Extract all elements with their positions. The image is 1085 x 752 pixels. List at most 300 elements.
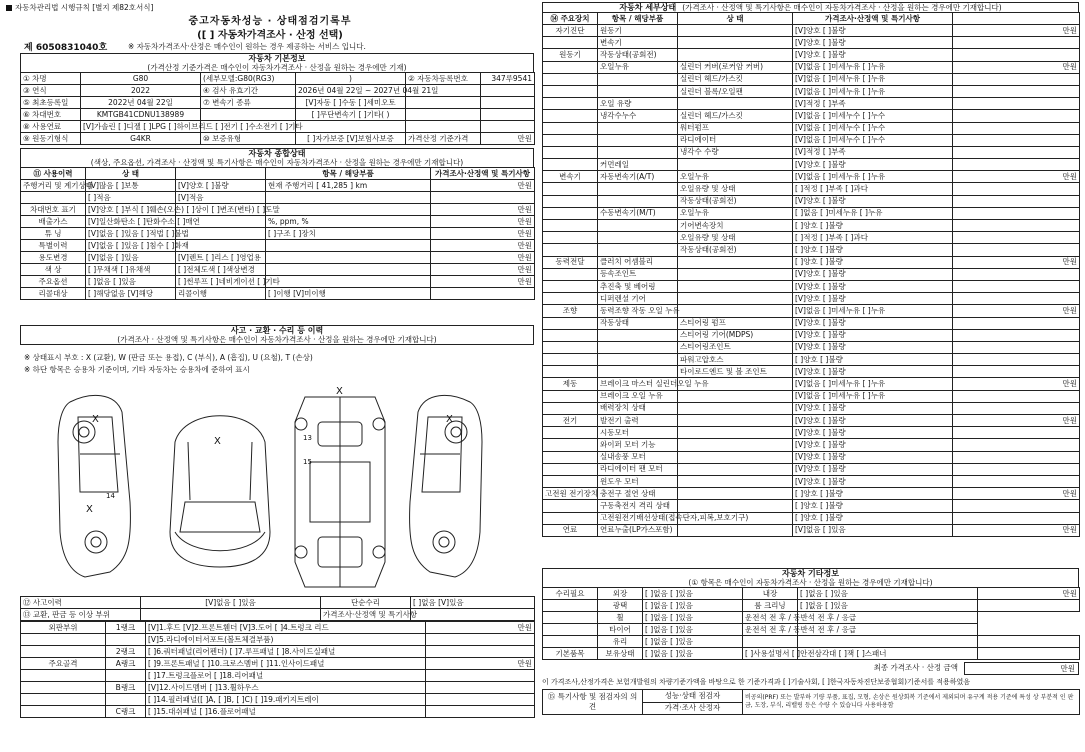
special-notes-label: ⑮ 특기사항 및 점검자의 의견	[543, 690, 643, 715]
detail-status-row-cell	[678, 451, 793, 463]
replaced-part-row-cell	[426, 634, 535, 646]
other-info-row-cell: [ ]없음 [ ]있음	[643, 648, 743, 660]
basic-info-row-cell: [V]가솔린 [ ]디젤 [ ]LPG [ ]하이브리드 [ ]전기 [ ]수소전기 [ ]기타	[81, 121, 201, 133]
detail-status-row-cell: 클러치 어셈블리	[598, 256, 678, 268]
part-number-13: 13	[303, 434, 312, 442]
detail-status-row-cell	[953, 207, 1080, 219]
accident-summary-table	[20, 596, 535, 621]
detail-status-row-cell	[543, 244, 598, 256]
detail-status-row-cell	[678, 268, 793, 280]
detail-status-row-cell: 오일 유량	[598, 98, 678, 110]
general-status-row-cell: [V]양호 [ ]부식 [ ]훼손(오손) [ ]상이 [ ]변조(변타) [ ]도말	[86, 204, 176, 216]
other-info-row-cell: 만원	[978, 588, 1080, 600]
detail-status-row-cell: [V]양호 [ ]불량	[793, 268, 953, 280]
detail-status-row	[543, 183, 1080, 195]
detail-status-row	[543, 439, 1080, 451]
detail-status-row-cell: 기어변속장치	[678, 220, 793, 232]
detail-status-row-cell	[543, 220, 598, 232]
detail-status-row-cell: [V]없음 [ ]미세누유 [ ]누유	[793, 390, 953, 402]
replaced-part-row-cell	[21, 694, 106, 706]
other-info-row-cell: 기본품목	[543, 648, 598, 660]
detail-status-row-cell	[678, 49, 793, 61]
basic-info-title: 자동차 기본정보	[248, 54, 306, 63]
detail-status-row-cell	[543, 293, 598, 305]
accident-summary-row	[21, 597, 535, 609]
detail-status-row	[543, 73, 1080, 85]
detail-status-row-cell: 수동변속기(M/T)	[598, 207, 678, 219]
detail-status-row-cell: 냉각수누수	[598, 110, 678, 122]
detail-status-row-cell	[678, 37, 793, 49]
detail-status-row-cell: 만원	[953, 256, 1080, 268]
general-status-row	[21, 264, 535, 276]
basic-info-row-cell: ⑧ 사용연료	[21, 121, 81, 133]
detail-status-row-cell	[543, 183, 598, 195]
detail-status-row	[543, 280, 1080, 292]
general-status-row-cell: [V]일산화탄소 [ ]탄화수소 [ ]매연	[86, 216, 176, 228]
other-info-note: (① 항목은 매수인이 자동차가격조사 · 산정을 원하는 경우에만 기재합니다)	[688, 578, 933, 587]
other-info-row	[543, 600, 1080, 612]
other-info-row-cell: 내장	[743, 588, 798, 600]
general-status-header-cell: 상 태	[86, 168, 176, 180]
replaced-part-row-cell	[106, 694, 146, 706]
detail-status-row-cell: 고전원 전기장치	[543, 488, 598, 500]
detail-status-row-cell: 커먼레일	[598, 159, 678, 171]
detail-status-row-cell: 실내송풍 모터	[598, 451, 678, 463]
detail-status-row	[543, 463, 1080, 475]
detail-status-row-cell: 라디에이터	[678, 134, 793, 146]
detail-status-row-cell	[953, 195, 1080, 207]
special-notes-text: 비공의(PRF) 또는 발부하 기량 부품, 표집, 모형, 손상은 원상회복 기준에서 제외되며 유구계 적용 기준에 특성 상 부분적 인 판금, 도장, 부식, 리밸링 등은 수량 수 있습니다 사용하용함	[743, 690, 1080, 715]
detail-status-row-cell	[678, 305, 793, 317]
general-status-row-cell: 배출가스	[21, 216, 86, 228]
detail-status-row-cell	[953, 146, 1080, 158]
detail-status-row-cell	[678, 500, 793, 512]
basic-info-row-cell: ⑥ 차대번호	[21, 109, 81, 121]
detail-status-row-cell: 고전원전기배선상태(접속단자,피복,보호기구)	[598, 512, 678, 524]
general-status-row-cell: [ ]없음 [ ]있음	[86, 276, 176, 288]
detail-status-row-cell: [V]없음 [ ]있음	[793, 524, 953, 536]
basic-info-row-cell: 만원	[481, 133, 535, 145]
detail-status-row-cell	[678, 25, 793, 37]
basic-info-row-cell: 2022년 04월 22일	[81, 97, 201, 109]
detail-status-row-cell: 라디에이터 팬 모터	[598, 463, 678, 475]
detail-status-row-cell	[598, 134, 678, 146]
detail-status-row-cell: 실린더 커버(로커암 커버)	[678, 61, 793, 73]
accident-summary-row-cell	[141, 609, 321, 621]
general-status-row	[21, 252, 535, 264]
detail-status-row	[543, 451, 1080, 463]
replaced-part-row-cell: 만원	[426, 658, 535, 670]
replaced-part-row-cell: 외판부위	[21, 622, 106, 634]
detail-status-row-cell: 충전구 절연 상태	[598, 488, 678, 500]
general-status-row-cell: [ ]구조 [ ]장치	[266, 228, 431, 240]
detail-status-row-cell: [V]양호 [ ]불량	[793, 195, 953, 207]
detail-status-row-cell: [V]양호 [ ]불량	[793, 475, 953, 487]
detail-status-note: (가격조사 · 산정액 및 특기사항은 매수인이 자동차가격조사 · 산정을 원하는 경우에만 기재합니다)	[682, 3, 1002, 12]
detail-status-row-cell: 원동기	[598, 25, 678, 37]
final-price-label: 최종 가격조사 · 산정 금액	[873, 663, 958, 672]
detail-status-table	[542, 12, 1080, 537]
replaced-part-row-cell: [ ]14.필러패널([ ]A, [ ]B, [ ]C) [ ]19.패키지트레이	[146, 694, 426, 706]
detail-status-header-cell: 항목 / 해당부품	[598, 13, 678, 25]
accident-summary-row-cell: ⑬ 교환, 판금 등 이상 부위	[21, 609, 141, 621]
detail-status-row-cell	[953, 439, 1080, 451]
general-status-row	[21, 204, 535, 216]
detail-status-row-cell	[598, 122, 678, 134]
general-status-table	[20, 167, 535, 300]
detail-status-row-cell: 실린더 헤드/가스킷	[678, 73, 793, 85]
detail-status-row-cell	[598, 329, 678, 341]
damage-mark-left-rear: X	[86, 504, 93, 515]
detail-status-row	[543, 98, 1080, 110]
detail-status-row-cell: [ ]양호 [ ]불량	[793, 354, 953, 366]
accident-table-section	[20, 596, 534, 718]
vehicle-damage-diagram	[0, 382, 540, 594]
detail-status-row	[543, 341, 1080, 353]
final-price-row	[542, 662, 1079, 675]
detail-status-row-cell	[543, 85, 598, 97]
detail-status-row-cell: [ ]양호 [ ]불량	[793, 488, 953, 500]
detail-status-row-cell	[678, 488, 793, 500]
detail-status-row-cell: 작동상태(공회전)	[598, 49, 678, 61]
detail-status-row	[543, 317, 1080, 329]
replaced-part-row	[21, 658, 535, 670]
detail-status-row	[543, 512, 1080, 524]
detail-status-row-cell	[543, 463, 598, 475]
basic-info-row-cell: G4KR	[81, 133, 201, 145]
general-status-row-cell: 용도변경	[21, 252, 86, 264]
general-status-row-cell: 주요옵션	[21, 276, 86, 288]
detail-status-row-cell: 실린더 헤드/가스킷	[678, 110, 793, 122]
general-status-row	[21, 240, 535, 252]
detail-status-row-cell	[678, 256, 793, 268]
detail-status-row-cell: 조향	[543, 305, 598, 317]
detail-status-row-cell: [V]없음 [ ]미세누유 [ ]누유	[793, 378, 953, 390]
other-info-row-cell: 유리	[598, 636, 643, 648]
detail-status-row-cell	[598, 183, 678, 195]
other-info-row-cell: 수리필요	[543, 588, 598, 600]
replaced-part-row	[21, 622, 535, 634]
detail-status-row-cell	[953, 122, 1080, 134]
detail-status-row-cell	[598, 244, 678, 256]
detail-status-header-cell: ⑭ 주요장치	[543, 13, 598, 25]
detail-status-row-cell: 제동	[543, 378, 598, 390]
detail-status-row-cell: 만원	[953, 415, 1080, 427]
detail-status-row-cell: [V]없음 [ ]미세누유 [ ]누유	[793, 305, 953, 317]
detail-status-row-cell: 파워고압호스	[678, 354, 793, 366]
basic-info-row-cell: ④ 검사 유효기간	[201, 85, 296, 97]
other-info-row-cell: 운전석 전 후 / 동반석 전 후 / 응급	[743, 624, 798, 636]
replaced-part-row-cell: 만원	[426, 622, 535, 634]
detail-status-row-cell: [V]적정 [ ]부족	[793, 146, 953, 158]
replaced-part-row-cell: B랭크	[106, 682, 146, 694]
detail-status-row	[543, 220, 1080, 232]
inspector-label: 성능·상태 점검자	[643, 690, 743, 703]
detail-status-row	[543, 427, 1080, 439]
detail-status-row-cell	[543, 61, 598, 73]
detail-status-row-cell: [V]적정 [ ]부족	[793, 98, 953, 110]
replaced-part-row	[21, 706, 535, 718]
detail-status-row-cell: [V]양호 [ ]불량	[793, 439, 953, 451]
detail-status-row-cell	[543, 354, 598, 366]
detail-status-row-cell	[543, 341, 598, 353]
detail-status-row-cell	[953, 354, 1080, 366]
basic-info-section	[20, 53, 534, 145]
detail-status-row-cell: [ ]양호 [ ]불량	[793, 220, 953, 232]
detail-status-row-cell	[953, 85, 1080, 97]
general-status-row-cell: 만원	[431, 252, 535, 264]
detail-status-row-cell	[953, 220, 1080, 232]
general-status-row-cell: 만원	[431, 264, 535, 276]
detail-status-row-cell	[543, 500, 598, 512]
detail-status-row-cell: 연료누출(LP가스포함)	[598, 524, 678, 536]
detail-status-row-cell	[953, 451, 1080, 463]
detail-status-row-cell	[953, 110, 1080, 122]
general-status-row-cell	[431, 288, 535, 300]
general-status-title: 자동차 종합상태	[248, 149, 306, 158]
detail-status-row-cell	[678, 159, 793, 171]
detail-status-row-cell	[543, 73, 598, 85]
detail-status-row-cell	[543, 195, 598, 207]
detail-status-row-cell: 워터펌프	[678, 122, 793, 134]
accident-summary-row-cell: [V]없음 [ ]있음	[141, 597, 321, 609]
detail-status-row-cell	[598, 73, 678, 85]
detail-status-row-cell	[953, 280, 1080, 292]
general-status-row-cell: [V]양호 [ ]불량	[176, 180, 266, 192]
detail-status-row-cell: 만원	[953, 524, 1080, 536]
detail-status-row-cell: [V]양호 [ ]불량	[793, 415, 953, 427]
detail-status-row-cell	[543, 439, 598, 451]
detail-status-row-cell: [V]양호 [ ]불량	[793, 49, 953, 61]
detail-status-row-cell	[953, 366, 1080, 378]
replaced-part-row-cell: [V]12.사이드멤버 [ ]13.휠하우스	[146, 682, 426, 694]
other-info-row-cell	[543, 636, 598, 648]
detail-status-row-cell: [ ]양호 [ ]불량	[793, 512, 953, 524]
detail-status-row-cell	[953, 73, 1080, 85]
replaced-part-row	[21, 634, 535, 646]
detail-status-row-cell	[953, 427, 1080, 439]
damage-mark-right-door: X	[446, 414, 453, 425]
car-frame-top-view	[295, 397, 385, 587]
detail-status-row-cell: [V]양호 [ ]불량	[793, 280, 953, 292]
damage-mark-hood: X	[214, 436, 221, 447]
basic-info-row-cell	[406, 109, 481, 121]
general-status-header	[21, 168, 535, 180]
passenger-car-note: ※ 하단 항목은 승용차 기준이며, 기타 자동차는 승용차에 준하여 표시	[24, 365, 250, 374]
replaced-part-row-cell: [V]5.라디에이터서포트(볼트체결부품)	[146, 634, 426, 646]
detail-status-row-cell	[678, 427, 793, 439]
detail-status-row-cell: [V]양호 [ ]불량	[793, 366, 953, 378]
accident-summary-row-cell: ⑫ 사고이력	[21, 597, 141, 609]
detail-status-row-cell: 윈도우 모터	[598, 475, 678, 487]
detail-status-row-cell	[543, 122, 598, 134]
detail-status-row-cell	[678, 98, 793, 110]
basic-info-row-cell: [V]자동 [ ]수동 [ ]세미오토	[296, 97, 406, 109]
other-info-row-cell	[978, 648, 1080, 660]
general-status-row-cell	[176, 228, 266, 240]
general-status-row	[21, 228, 535, 240]
basic-info-row-cell: 347루9541	[481, 73, 535, 85]
replaced-part-row	[21, 670, 535, 682]
detail-status-row-cell	[543, 329, 598, 341]
detail-status-title: 자동차 세부상태	[619, 3, 677, 12]
replaced-part-row-cell: 2랭크	[106, 646, 146, 658]
detail-status-row	[543, 354, 1080, 366]
detail-status-row-cell: 스티어링 펌프	[678, 317, 793, 329]
detail-status-row	[543, 37, 1080, 49]
other-info-row-cell: [ ]없음 [ ]있음	[643, 612, 743, 624]
detail-status-row-cell	[543, 427, 598, 439]
general-status-header-cell	[176, 168, 266, 180]
general-status-row-cell: 만원	[431, 240, 535, 252]
detail-status-row	[543, 146, 1080, 158]
detail-status-row	[543, 378, 1080, 390]
detail-status-row-cell	[543, 37, 598, 49]
detail-status-row-cell	[953, 37, 1080, 49]
general-status-row-cell: 만원	[431, 276, 535, 288]
detail-status-row-cell	[953, 159, 1080, 171]
general-status-row-cell: [V]적음	[176, 192, 266, 204]
detail-status-row	[543, 122, 1080, 134]
detail-status-row	[543, 488, 1080, 500]
general-status-row-cell: %, ppm, %	[266, 216, 431, 228]
detail-status-row-cell	[543, 512, 598, 524]
detail-status-row-cell	[953, 463, 1080, 475]
accident-history-note: (가격조사 · 산정액 및 특기사항은 매수인이 자동차가격조사 · 산정을 원하는 경우에만 기재합니다)	[117, 335, 437, 344]
detail-status-row	[543, 171, 1080, 183]
detail-status-row-cell	[598, 195, 678, 207]
detail-status-row-cell: 동력전달	[543, 256, 598, 268]
detail-status-row-cell: [V]양호 [ ]불량	[793, 402, 953, 414]
replaced-part-row-cell: [ ]15.대쉬패널 [ ]16.플로어패널	[146, 706, 426, 718]
replaced-part-row-cell: C랭크	[106, 706, 146, 718]
detail-status-row	[543, 293, 1080, 305]
detail-status-row-cell	[598, 146, 678, 158]
basic-info-row-cell	[201, 109, 296, 121]
detail-status-header	[543, 13, 1080, 25]
basic-info-row-cell	[481, 85, 535, 97]
detail-status-row-cell	[598, 85, 678, 97]
detail-status-row-cell	[543, 110, 598, 122]
detail-status-row	[543, 402, 1080, 414]
basic-info-row-cell: [ ]무단변속기 [ ]기타( )	[296, 109, 406, 121]
detail-status-row-cell: 오일유량 및 상태	[678, 183, 793, 195]
detail-status-row-cell	[543, 159, 598, 171]
other-info-row-cell: [ ]없음 [ ]있음	[798, 600, 978, 612]
detail-status-row-cell: 타이로드엔드 및 볼 조인트	[678, 366, 793, 378]
basic-info-row-cell: (세부모델:G80(RG3)	[201, 73, 296, 85]
basic-info-row	[21, 85, 535, 97]
replaced-part-row-cell	[21, 634, 106, 646]
detail-status-row	[543, 256, 1080, 268]
detail-status-header-cell	[953, 13, 1080, 25]
replaced-part-row-cell: A랭크	[106, 658, 146, 670]
detail-status-row-cell: 오일유량 및 상태	[678, 232, 793, 244]
detail-status-row-cell: 디퍼렌셜 기어	[598, 293, 678, 305]
detail-status-row-cell	[543, 207, 598, 219]
general-status-row-cell: [V]렌트 [ ]리스 [ ]영업용	[176, 252, 266, 264]
other-info-section	[542, 568, 1079, 715]
detail-status-row-cell: 실린더 블록/오일팬	[678, 85, 793, 97]
detail-status-row-cell: 작동상태(공회전)	[678, 195, 793, 207]
other-info-row-cell: [ ]없음 [ ]있음	[643, 636, 743, 648]
appraiser-label: 가격·조사 산정자	[643, 702, 743, 715]
general-status-row-cell	[266, 192, 431, 204]
accident-summary-row-cell	[411, 609, 535, 621]
detail-status-row-cell: [V]양호 [ ]불량	[793, 159, 953, 171]
detail-status-row-cell: 추진축 및 베어링	[598, 280, 678, 292]
general-status-row-cell: 주행거리 및 계기상태	[21, 180, 86, 192]
detail-status-row	[543, 195, 1080, 207]
general-status-row-cell	[266, 240, 431, 252]
detail-status-row-cell: [ ]적정 [ ]부족 [ ]과다	[793, 183, 953, 195]
detail-status-row-cell	[953, 98, 1080, 110]
detail-status-row-cell: 만원	[953, 171, 1080, 183]
detail-status-row	[543, 524, 1080, 536]
general-status-row-cell: [ ]적음	[86, 192, 176, 204]
other-info-row-cell: 외장	[598, 588, 643, 600]
document-subtitle: ([ ] 자동차가격조사 · 산정 선택)	[197, 30, 343, 41]
other-info-row-cell	[798, 636, 978, 648]
detail-status-row-cell: [V]양호 [ ]불량	[793, 37, 953, 49]
replaced-part-row	[21, 646, 535, 658]
other-info-row-cell	[543, 624, 598, 636]
general-status-row-cell: 차대번호 표기	[21, 204, 86, 216]
replaced-part-row-cell	[106, 634, 146, 646]
basic-info-table	[20, 72, 535, 145]
other-info-row	[543, 612, 1080, 624]
basic-info-row	[21, 73, 535, 85]
other-info-row-cell	[978, 636, 1080, 648]
general-status-row-cell: [ ]무채색 [ ]유채색	[86, 264, 176, 276]
general-status-header-cell: 가격조사·산정액 및 특기사항	[431, 168, 535, 180]
replaced-part-row-cell	[426, 682, 535, 694]
other-info-row-cell	[978, 600, 1080, 612]
detail-status-row	[543, 110, 1080, 122]
detail-status-row-cell	[953, 329, 1080, 341]
basic-info-row-cell: KMTGB41CDNU138989	[81, 109, 201, 121]
price-basis-statement: 이 가격조사,산정가격은 보험개발원의 차량기준가액을 바탕으로 한 기준가격과 [ ]기술사회, [ ]한국자동차진단보증협회)기준서를 적용하였음	[542, 678, 971, 686]
part-number-14: 14	[106, 492, 115, 500]
basic-info-row-cell	[481, 97, 535, 109]
special-notes-table	[542, 689, 1080, 715]
other-info-row-cell	[743, 636, 798, 648]
accident-summary-row	[21, 609, 535, 621]
detail-status-row	[543, 366, 1080, 378]
detail-status-row-cell	[953, 317, 1080, 329]
detail-status-row-cell: 오일누유	[678, 171, 793, 183]
other-info-row-cell: [ ]없음 [ ]있음	[798, 588, 978, 600]
detail-status-row-cell: [ ]적정 [ ]부족 [ ]과다	[793, 232, 953, 244]
detail-status-row-cell: [V]양호 [ ]불량	[793, 451, 953, 463]
basic-info-row	[21, 97, 535, 109]
accident-history-title: 사고 · 교환 · 수리 등 이력	[230, 326, 324, 335]
detail-status-row	[543, 475, 1080, 487]
document-number: 제 6050831040호	[24, 43, 108, 53]
general-status-note: (색상, 주요옵션, 가격조사 · 산정액 및 특기사항은 매수인이 자동차가격조사 · 산정을 원하는 경우에만 기재합니다)	[90, 158, 464, 167]
detail-status-row-cell	[543, 232, 598, 244]
general-status-row	[21, 288, 535, 300]
basic-info-row-cell: ⑦ 변속기 종류	[201, 97, 296, 109]
detail-status-row-cell: [V]없음 [ ]미세누수 [ ]누수	[793, 134, 953, 146]
bullet-square-icon	[6, 5, 12, 11]
general-status-row-cell: 현재 주행거리 [ 41,285 ] km	[266, 180, 431, 192]
other-info-title: 자동차 기타정보	[782, 569, 839, 578]
replaced-parts-table	[20, 621, 535, 718]
general-status-row-cell: [ ]전체도색 [ ]색상변경	[176, 264, 266, 276]
detail-status-row	[543, 61, 1080, 73]
general-status-row	[21, 276, 535, 288]
